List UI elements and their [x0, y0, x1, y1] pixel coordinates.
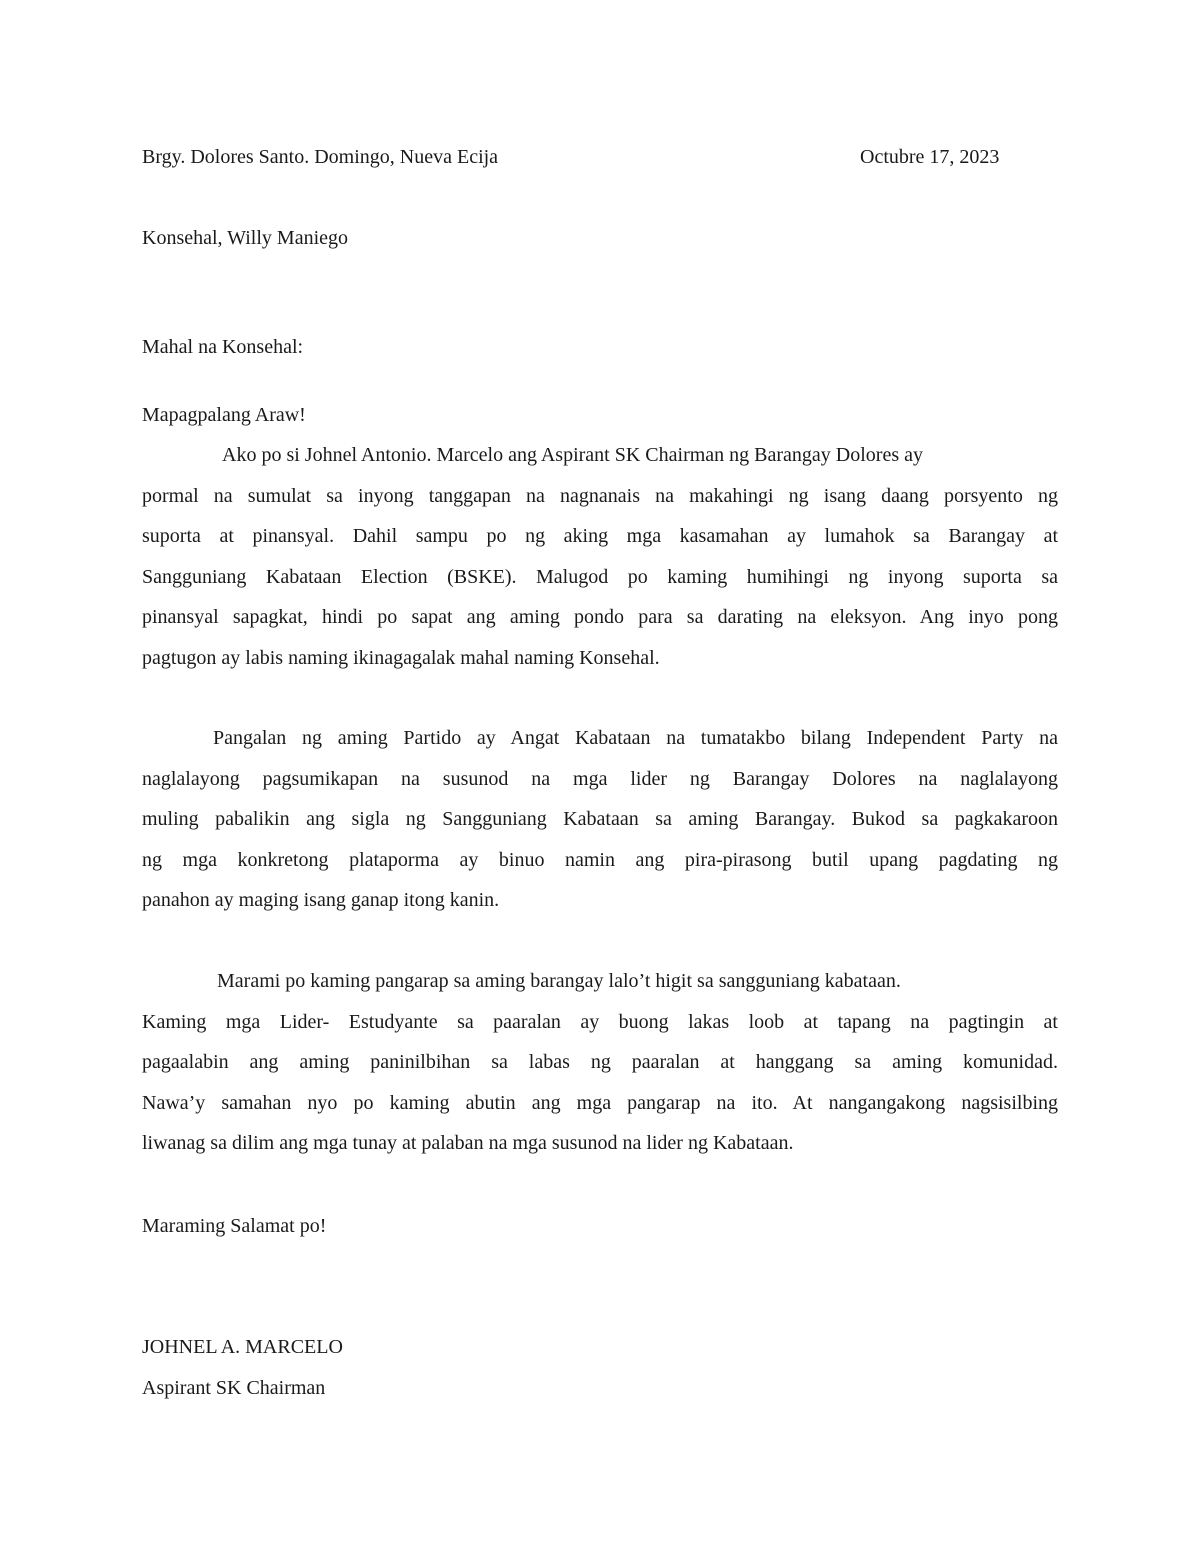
paragraph-line: pormal na sumulat sa inyong tanggapan na nagnanais na makahingi ng isang daang porsyento ng: [142, 484, 1058, 507]
paragraph-line: Marami po kaming pangarap sa aming barangay lalo’t higit sa sangguniang kabataan.: [217, 970, 901, 992]
signature-name: JOHNEL A. MARCELO: [142, 1336, 343, 1358]
paragraph-line: pagtugon ay labis naming ikinagagalak mahal naming Konsehal.: [142, 646, 660, 669]
letter-date: Octubre 17, 2023: [860, 146, 1000, 168]
closing: Maraming Salamat po!: [142, 1215, 327, 1237]
paragraph-line: pinansyal sapagkat, hindi po sapat ang aming pondo para sa darating na eleksyon. Ang inyo pong: [142, 606, 1058, 628]
paragraph-line: panahon ay maging isang ganap itong kanin.: [142, 889, 500, 911]
signature-title: Aspirant SK Chairman: [142, 1377, 326, 1399]
paragraph-1: [142, 435, 1058, 678]
paragraph-line: muling pabalikin ang sigla ng Sangguniang Kabataan sa aming Barangay. Bukod sa pagkakaroon: [142, 808, 1058, 830]
paragraph-line: naglalayong pagsumikapan na susunod na mga lider ng Barangay Dolores na naglalayong: [142, 767, 1058, 790]
recipient: Konsehal, Willy Maniego: [142, 227, 349, 249]
paragraph-line: pagaalabin ang aming paninilbihan sa labas ng paaralan at hanggang sa aming komunidad.: [142, 1051, 1058, 1073]
paragraph-line: Ako po si Johnel Antonio. Marcelo ang Aspirant SK Chairman ng Barangay Dolores ay: [222, 444, 923, 466]
salutation: Mahal na Konsehal:: [142, 336, 304, 358]
paragraph-line: Sangguniang Kabataan Election (BSKE). Malugod po kaming humihingi ng inyong suporta sa: [142, 565, 1058, 588]
paragraph-3: [142, 961, 1058, 1164]
paragraph-line: liwanag sa dilim ang mga tunay at palaban na mga susunod na lider ng Kabataan.: [142, 1132, 794, 1154]
paragraph-line: ng mga konkretong plataporma ay binuo namin ang pira-pirasong butil upang pagdating ng: [142, 848, 1058, 871]
sender-address: Brgy. Dolores Santo. Domingo, Nueva Ecija: [142, 146, 499, 168]
paragraph-2: [142, 718, 1058, 921]
paragraph-line: Pangalan ng aming Partido ay Angat Kabataan na tumatakbo bilang Independent Party na: [213, 727, 1058, 749]
paragraph-line: Kaming mga Lider- Estudyante sa paaralan ay buong lakas loob at tapang na pagtingin at: [142, 1010, 1058, 1033]
paragraph-line: suporta at pinansyal. Dahil sampu po ng aking mga kasamahan ay lumahok sa Barangay at: [142, 525, 1058, 547]
greeting: Mapagpalang Araw!: [142, 404, 306, 426]
paragraph-line: Nawa’y samahan nyo po kaming abutin ang mga pangarap na ito. At nangangakong nagsisilbing: [142, 1091, 1058, 1114]
